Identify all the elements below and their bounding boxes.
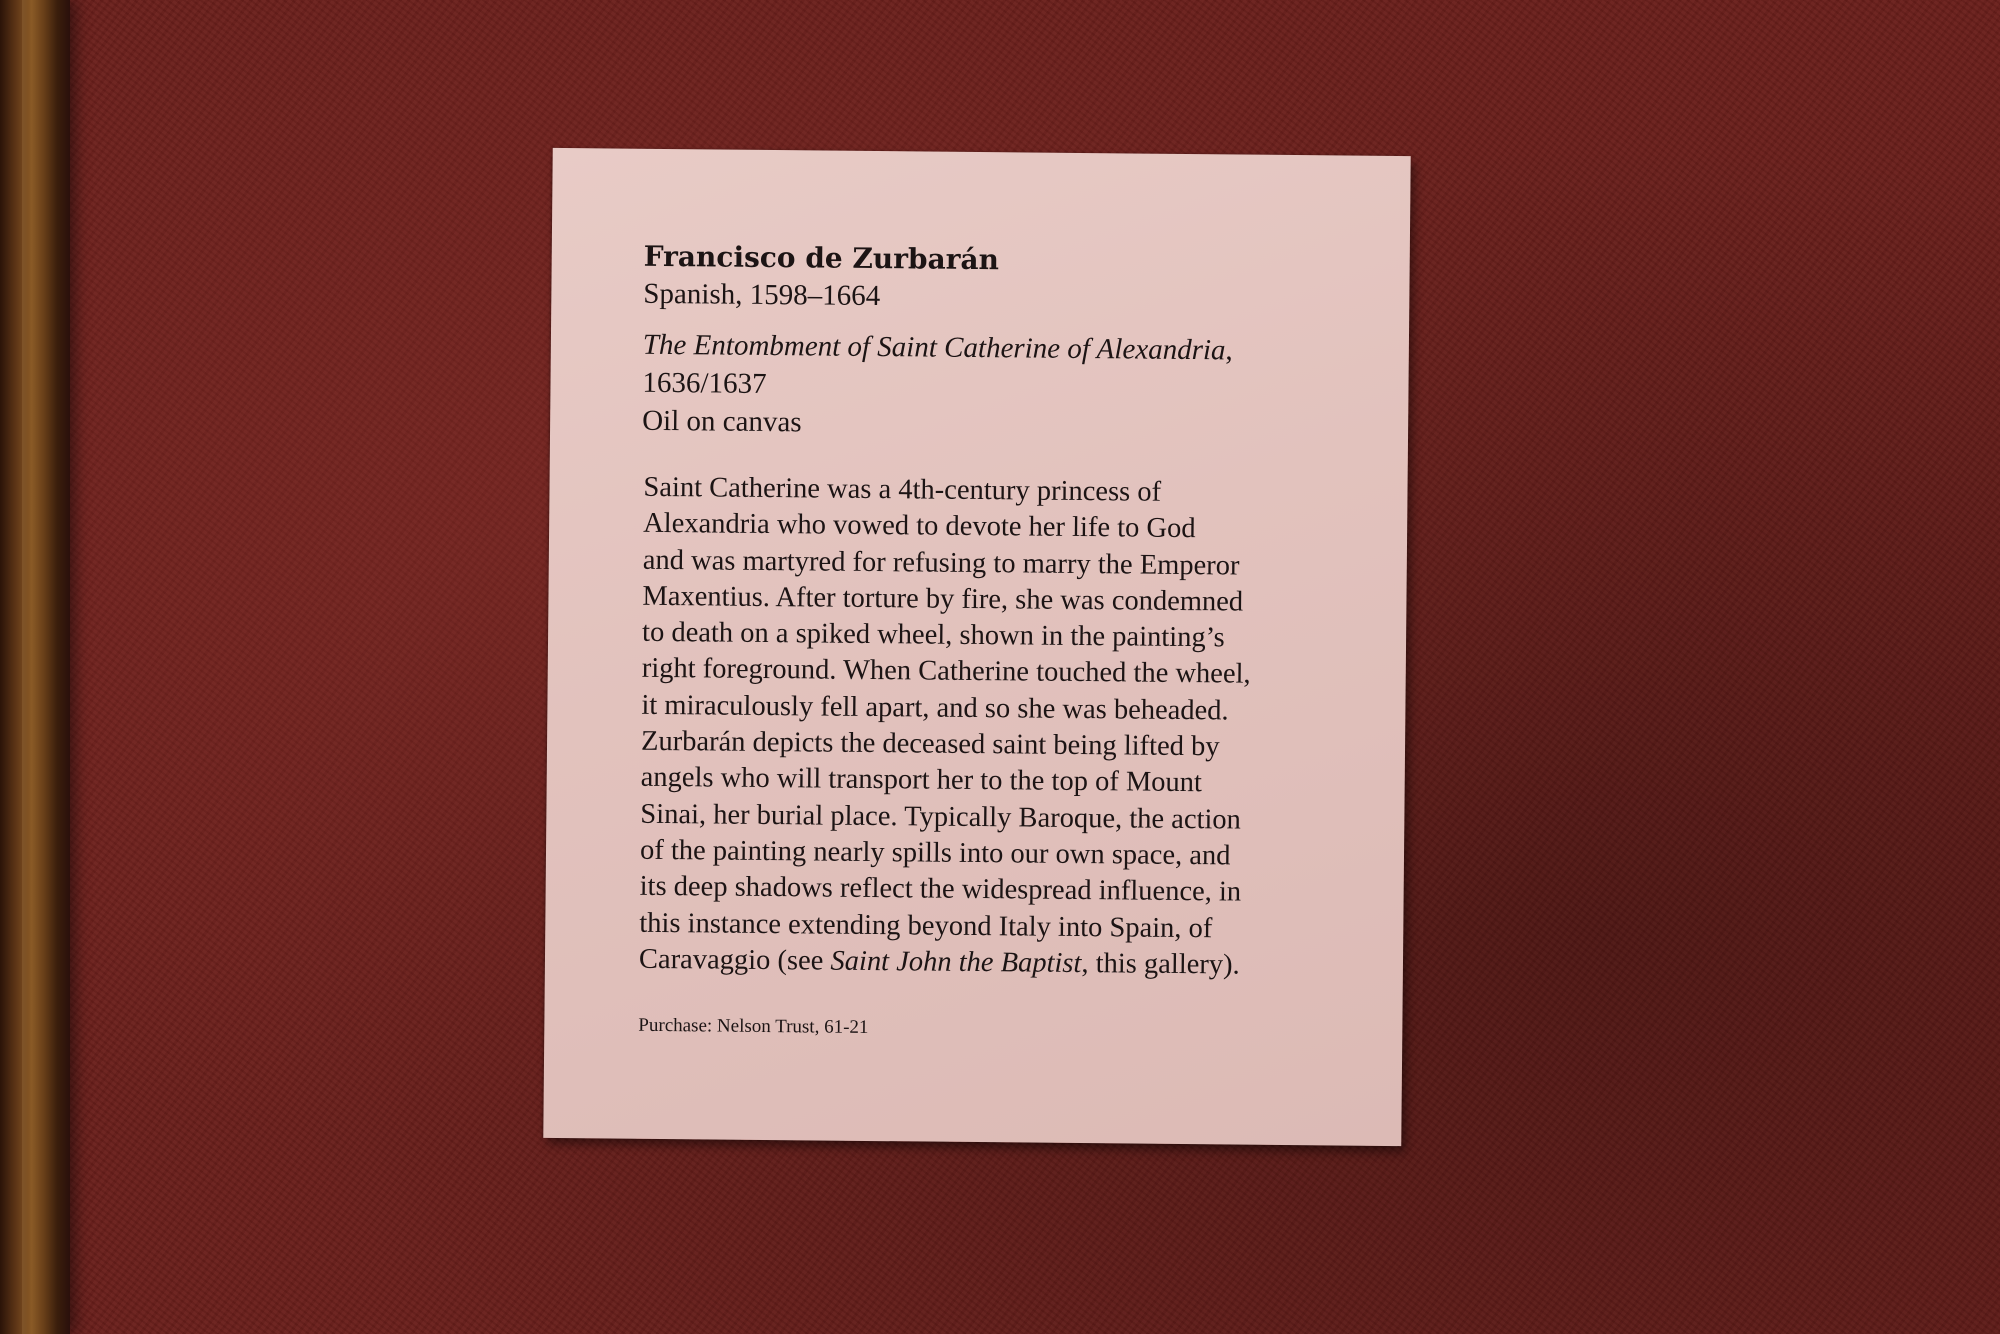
description-line: Alexandria who vowed to devote her life to God: [643, 508, 1196, 545]
museum-wall-label: [543, 148, 1410, 1146]
description-last-line-end: , this gallery).: [1081, 947, 1240, 981]
description-last-line-start: Caravaggio (see: [638, 943, 831, 977]
description-line: Maxentius. After torture by fire, she was condemned: [642, 580, 1244, 618]
artist-name: Francisco de Zurbarán: [643, 239, 1000, 277]
referenced-artwork-title: Saint John the Baptist: [830, 945, 1082, 979]
description-line: of the painting nearly spills into our own space, and: [639, 834, 1231, 872]
description-line: and was martyred for refusing to marry the Emperor: [642, 544, 1240, 582]
artwork-description: [639, 470, 1334, 985]
artwork-date: 1636/1637: [642, 366, 767, 400]
artist-nationality-dates: Spanish, 1598–1664: [643, 277, 881, 313]
artwork-title-comma: ,: [1225, 334, 1233, 367]
description-line: it miraculously fell apart, and so she was beheaded.: [641, 689, 1229, 727]
description-line: this instance extending beyond Italy into Spain, of: [639, 907, 1213, 944]
artwork-title: The Entombment of Saint Catherine of Alexandria: [642, 328, 1226, 367]
picture-frame-edge: [0, 0, 70, 1334]
label-text-block: [636, 239, 1344, 1045]
description-line: Saint Catherine was a 4th-century princess of: [643, 471, 1162, 508]
description-line: Sinai, her burial place. Typically Baroque, the action: [640, 798, 1242, 836]
credit-line: Purchase: Nelson Trust, 61-21: [638, 1014, 869, 1039]
description-line: to death on a spiked wheel, shown in the painting’s: [641, 616, 1225, 654]
description-line: right foreground. When Catherine touched the wheel,: [641, 653, 1251, 691]
description-line: angels who will transport her to the top of Mount: [640, 762, 1203, 799]
artwork-medium: Oil on canvas: [642, 404, 802, 439]
description-line: Zurbarán depicts the deceased saint being lifted by: [640, 725, 1220, 763]
description-last-line: [639, 942, 1329, 985]
description-line: its deep shadows reflect the widespread influence, in: [639, 871, 1242, 908]
